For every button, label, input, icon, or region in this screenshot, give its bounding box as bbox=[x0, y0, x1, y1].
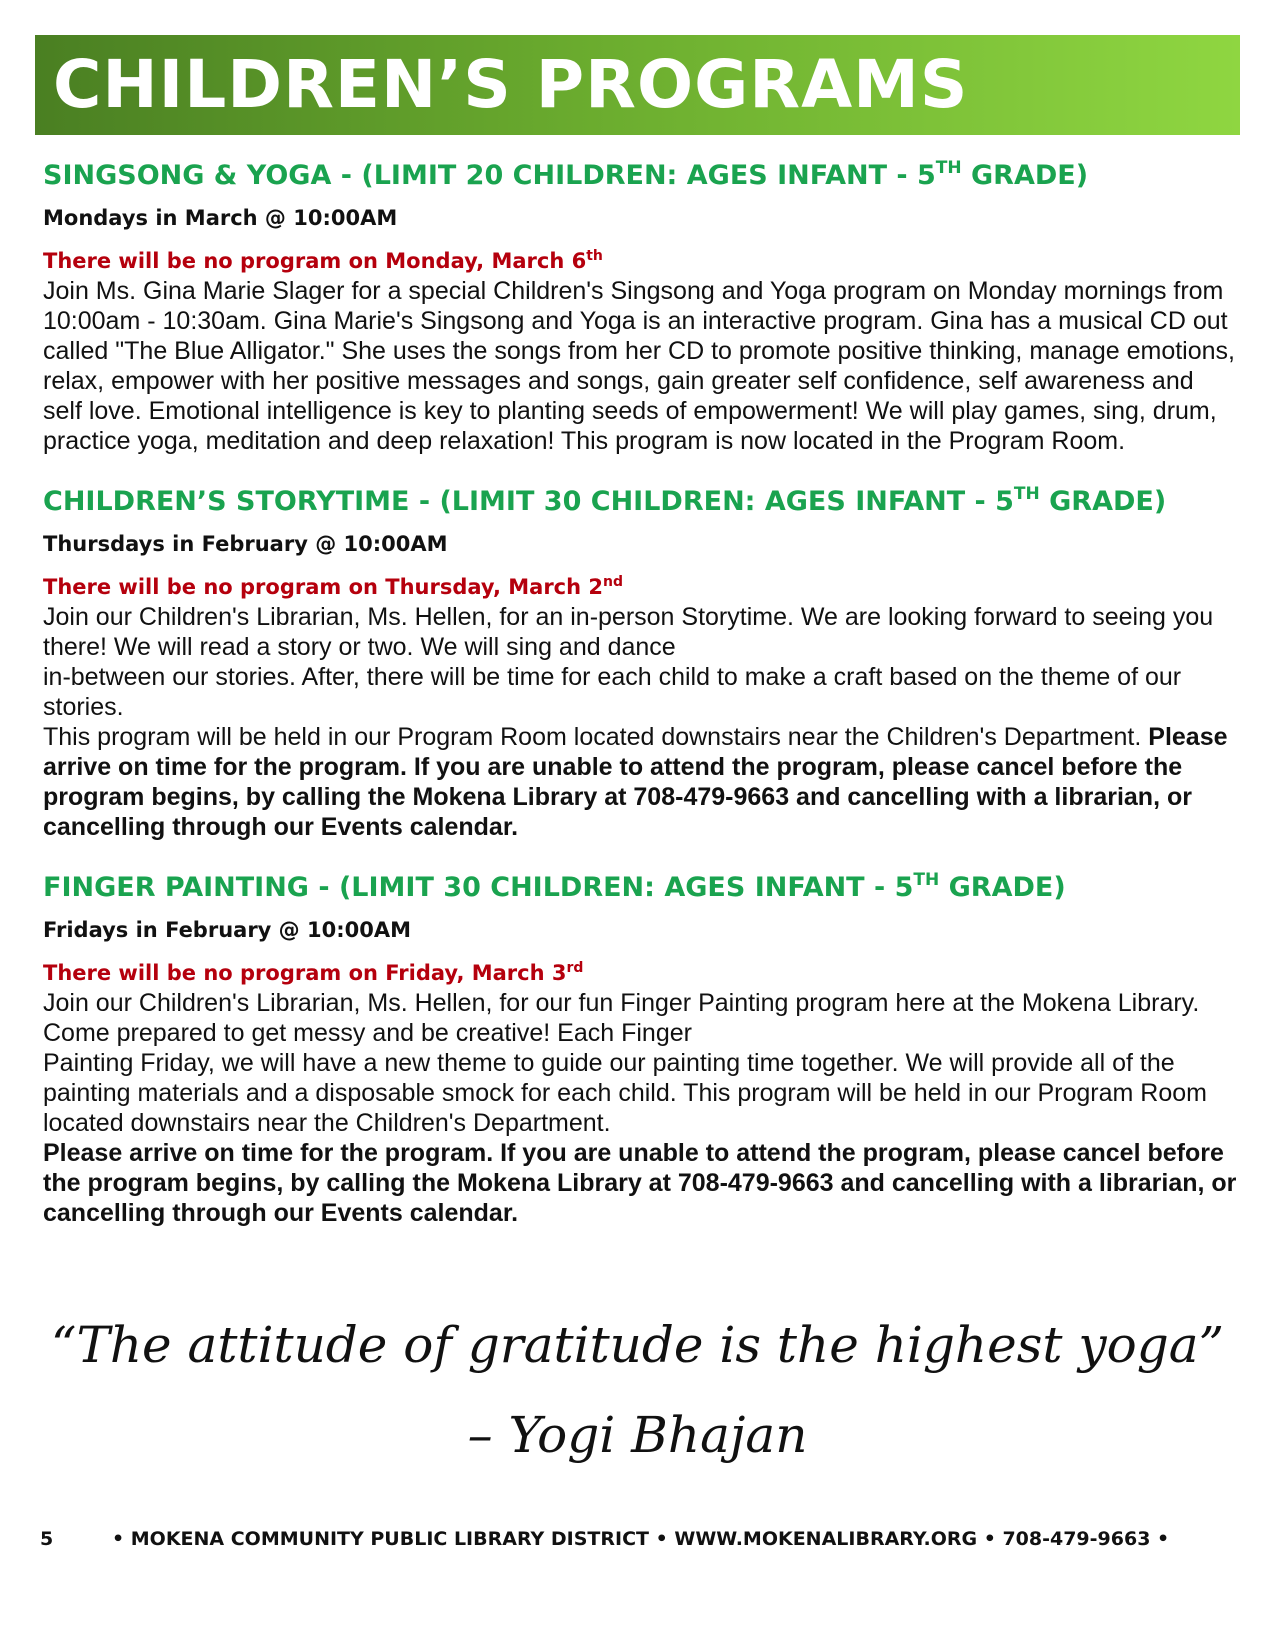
cancellation-notice bbox=[43, 241, 1238, 276]
description-paragraph: Join our Children's Librarian, Ms. Hellen, for our fun Finger Painting program here at the Mokena Library. Come prepared to get messy and be creative! Each Finger bbox=[43, 989, 1200, 1047]
section-title-text: SINGSONG & YOGA - (LIMIT 20 CHILDREN: AGES INFANT - 5 bbox=[43, 160, 936, 191]
section-title-text: FINGER PAINTING - (LIMIT 30 CHILDREN: AGES INFANT - 5 bbox=[43, 872, 914, 903]
program-finger-painting bbox=[43, 862, 1238, 1228]
notice-sup: nd bbox=[603, 574, 623, 590]
notice-text: There will be no program on Friday, March 3 bbox=[43, 961, 567, 985]
notice-text: There will be no program on Monday, March 6 bbox=[43, 249, 587, 273]
description bbox=[43, 602, 1238, 842]
program-childrens-storytime bbox=[43, 476, 1238, 842]
description-paragraph: Join our Children's Librarian, Ms. Hellen, for an in-person Storytime. We are looking forward to seeing you there! We will read a story or two. We will sing and dance bbox=[43, 603, 1214, 661]
description-paragraph: in-between our stories. After, there will be time for each child to make a craft based on the theme of our stories. bbox=[43, 663, 1182, 721]
section-title-text: CHILDREN’S STORYTIME - (LIMIT 30 CHILDREN: AGES INFANT - 5 bbox=[43, 486, 1014, 517]
header-banner bbox=[35, 35, 1240, 135]
cancellation-notice bbox=[43, 567, 1238, 602]
section-title bbox=[43, 862, 1238, 907]
description-paragraph: Join Ms. Gina Marie Slager for a special Children's Singsong and Yoga program on Monday mornings from 10:00am - 10:30am. Gina Marie's Singsong and Yoga is an interactive program. Gina has a musical CD out called "The Blue Alligator." She uses the songs from her CD to promote positive thinking, manage emotions, relax, empower with her positive messages and songs, gain greater self confidence, self awareness and self love. Emotional intelligence is key to planting seeds of empowerment! We will play games, sing, drum, practice yoga, meditation and deep relaxation! This program is now located in the Program Room. bbox=[43, 277, 1235, 455]
schedule-text: Fridays in February @ 10:00AM bbox=[43, 918, 411, 942]
section-title-suffix: GRADE) bbox=[961, 160, 1089, 191]
schedule-text: Mondays in March @ 10:00AM bbox=[43, 206, 398, 230]
section-title bbox=[43, 476, 1238, 521]
main-content bbox=[43, 150, 1238, 1248]
section-title-sup: TH bbox=[935, 158, 962, 178]
quote-text: “The attitude of gratitude is the highest yoga” bbox=[50, 1316, 1225, 1374]
description-paragraph: Painting Friday, we will have a new theme to guide our painting time together. We will provide all of the painting materials and a disposable smock for each child. This program will be held in our Program Room located downstairs near the Children's Department. bbox=[43, 1049, 1207, 1137]
footer-contact-line: • MOKENA COMMUNITY PUBLIC LIBRARY DISTRICT • WWW.MOKENALIBRARY.ORG • 708-479-9663 • bbox=[112, 1528, 1170, 1550]
section-title-suffix: GRADE) bbox=[939, 872, 1066, 903]
description-paragraph bbox=[43, 722, 1238, 842]
page-title: CHILDREN’S PROGRAMS bbox=[53, 46, 969, 123]
notice-sup: rd bbox=[566, 960, 584, 976]
arrival-instructions: Please arrive on time for the program. If you are unable to attend the program, please cancel before the program begins, by calling the Mokena Library at 708-479-9663 and cancelling with a librarian, or cancelling through our Events calendar. bbox=[43, 1139, 1237, 1227]
page-number: 5 bbox=[40, 1528, 54, 1550]
quote-author: – Yogi Bhajan bbox=[467, 1406, 808, 1464]
description bbox=[43, 276, 1238, 456]
notice-text: There will be no program on Thursday, March 2 bbox=[43, 575, 603, 599]
description-text: This program will be held in our Program Room located downstairs near the Children's Department. bbox=[43, 723, 1149, 751]
arrival-instructions: Please arrive on time for the program. If you are unable to attend the program, please cancel before the program begins, by calling the Mokena Library at 708-479-9663 and cancelling with a librarian, or cancelling through our Events calendar. bbox=[43, 723, 1228, 841]
program-singsong-yoga bbox=[43, 150, 1238, 456]
notice-sup: th bbox=[586, 248, 603, 264]
cancellation-notice bbox=[43, 953, 1238, 988]
description bbox=[43, 988, 1238, 1228]
section-title-sup: TH bbox=[913, 870, 940, 890]
section-title-sup: TH bbox=[1013, 484, 1040, 504]
section-title-suffix: GRADE) bbox=[1039, 486, 1167, 517]
section-title bbox=[43, 150, 1238, 195]
schedule-text: Thursdays in February @ 10:00AM bbox=[43, 532, 448, 556]
